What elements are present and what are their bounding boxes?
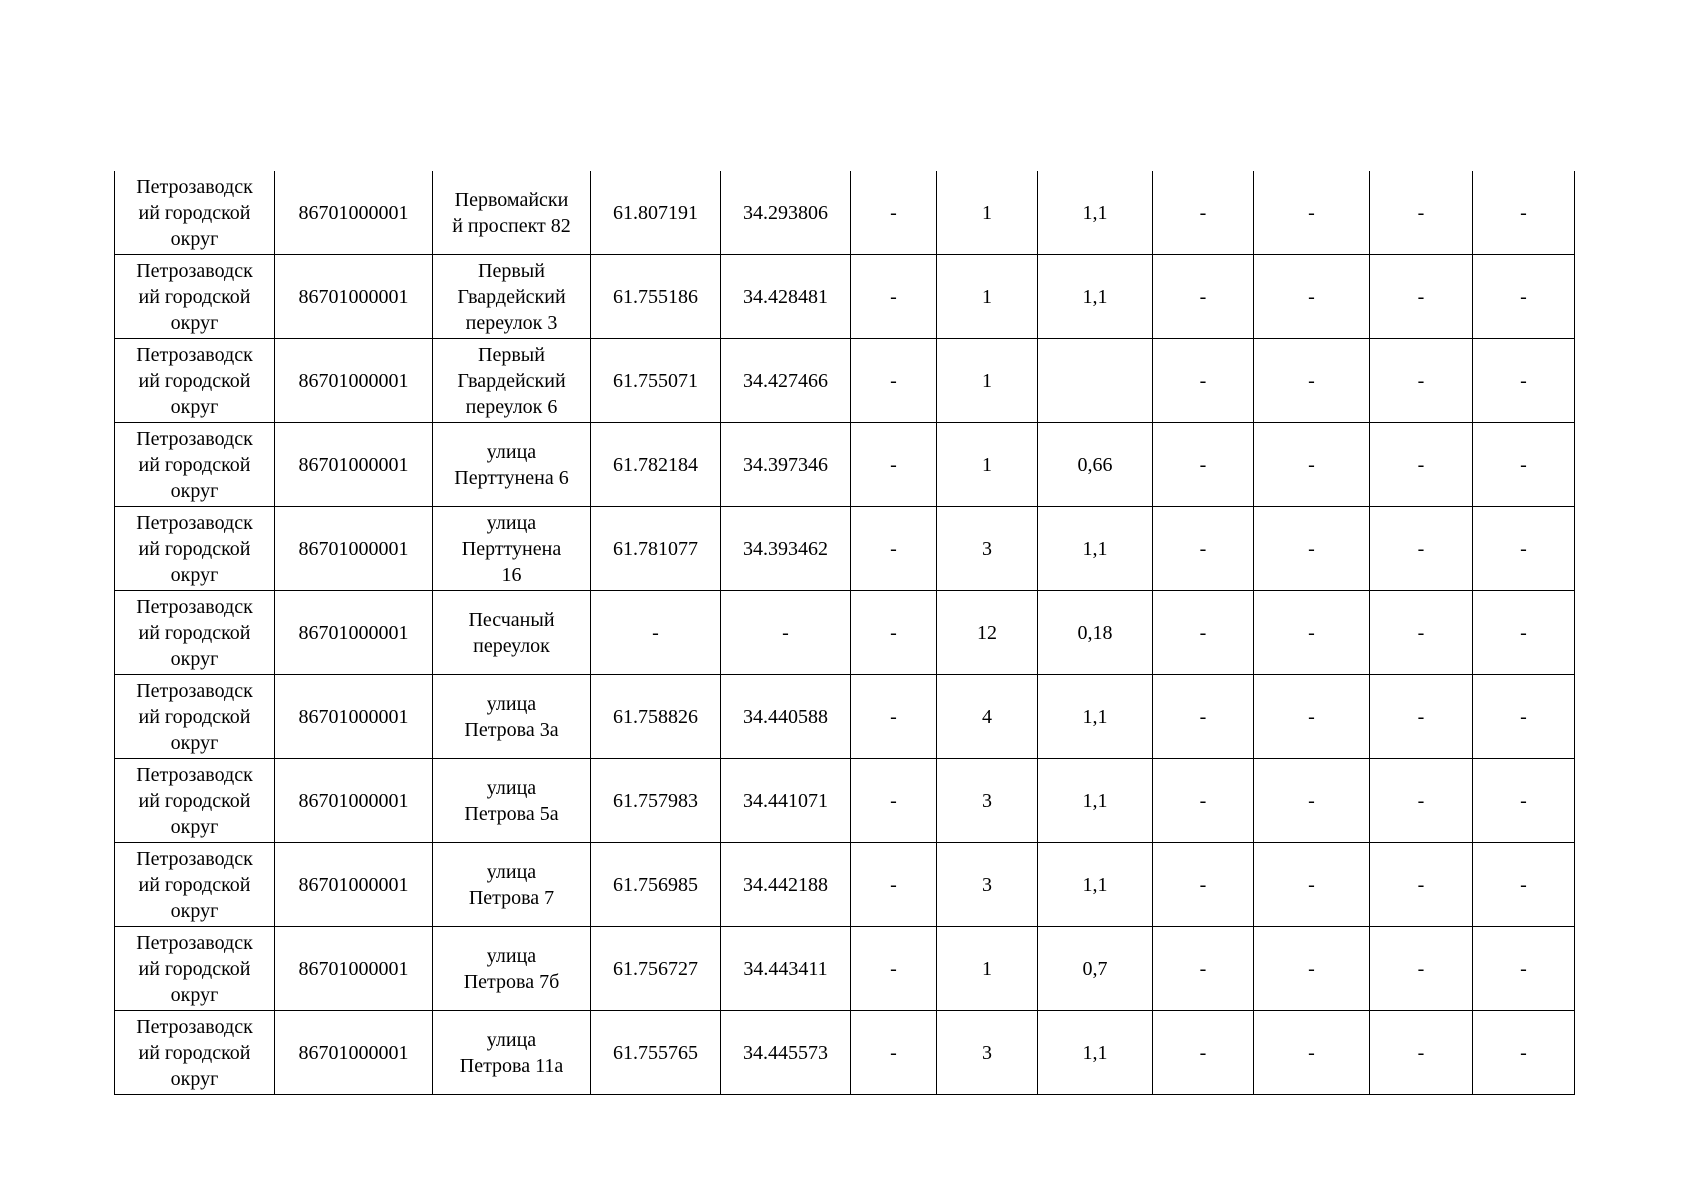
cell-address: [433, 927, 591, 1011]
cell-municipality-line: Петрозаводск: [136, 511, 253, 534]
cell-col11: -: [1370, 423, 1473, 507]
cell-col11: -: [1370, 675, 1473, 759]
table-row: [115, 339, 1575, 423]
cell-address-line: Перттунена: [461, 537, 562, 560]
cell-oktmo: 86701000001: [275, 171, 433, 255]
cell-col11: -: [1370, 591, 1473, 675]
cell-address-line: улица: [486, 860, 537, 883]
cell-col12: -: [1473, 843, 1575, 927]
cell-container-count: 3: [937, 759, 1038, 843]
cell-municipality-line: округ: [170, 647, 219, 670]
cell-longitude: 34.440588: [721, 675, 851, 759]
cell-col10: -: [1254, 507, 1370, 591]
cell-col9: -: [1153, 591, 1254, 675]
cell-address: [433, 591, 591, 675]
cell-address: [433, 423, 591, 507]
cell-latitude: 61.758826: [591, 675, 721, 759]
cell-address-line: улица: [486, 1028, 537, 1051]
cell-container-count: 4: [937, 675, 1038, 759]
cell-address-line: Петрова 11а: [459, 1054, 564, 1077]
cell-col9: -: [1153, 339, 1254, 423]
cell-container-volume: 1,1: [1038, 843, 1153, 927]
cell-latitude: 61.757983: [591, 759, 721, 843]
cell-col12: -: [1473, 507, 1575, 591]
cell-col11: -: [1370, 507, 1473, 591]
cell-col11: -: [1370, 255, 1473, 339]
cell-longitude: -: [721, 591, 851, 675]
cell-col6: -: [851, 675, 937, 759]
cell-container-volume: 0,66: [1038, 423, 1153, 507]
cell-municipality: [115, 171, 275, 255]
table-row: [115, 255, 1575, 339]
cell-col9: -: [1153, 171, 1254, 255]
cell-col6: -: [851, 591, 937, 675]
cell-latitude: 61.781077: [591, 507, 721, 591]
cell-latitude: 61.782184: [591, 423, 721, 507]
cell-container-count: 1: [937, 171, 1038, 255]
cell-municipality-line: округ: [170, 563, 219, 586]
cell-col10: -: [1254, 843, 1370, 927]
cell-oktmo: 86701000001: [275, 843, 433, 927]
cell-longitude: 34.397346: [721, 423, 851, 507]
cell-oktmo: 86701000001: [275, 759, 433, 843]
cell-address-line: переулок 6: [465, 395, 558, 418]
cell-col12: -: [1473, 339, 1575, 423]
cell-col10: -: [1254, 759, 1370, 843]
table-row: [115, 1011, 1575, 1095]
cell-address-line: Гвардейский: [457, 369, 566, 392]
cell-col10: -: [1254, 1011, 1370, 1095]
cell-municipality-line: ий городской: [138, 873, 251, 896]
cell-longitude: 34.427466: [721, 339, 851, 423]
cell-address-line: Петрова 5а: [464, 802, 559, 825]
cell-col10: -: [1254, 339, 1370, 423]
cell-longitude: 34.445573: [721, 1011, 851, 1095]
cell-address-line: Петрова 3а: [464, 718, 559, 741]
cell-municipality-line: Петрозаводск: [136, 763, 253, 786]
cell-municipality-line: округ: [170, 311, 219, 334]
cell-longitude: 34.443411: [721, 927, 851, 1011]
cell-municipality: [115, 423, 275, 507]
cell-municipality-line: ий городской: [138, 453, 251, 476]
cell-municipality-line: Петрозаводск: [136, 931, 253, 954]
cell-address-line: й проспект 82: [452, 214, 571, 237]
cell-oktmo: 86701000001: [275, 927, 433, 1011]
cell-col10: -: [1254, 171, 1370, 255]
cell-municipality-line: ий городской: [138, 201, 251, 224]
cell-container-count: 3: [937, 1011, 1038, 1095]
cell-municipality-line: Петрозаводск: [136, 1015, 253, 1038]
cell-col9: -: [1153, 675, 1254, 759]
cell-oktmo: 86701000001: [275, 339, 433, 423]
cell-address-line: улица: [486, 944, 537, 967]
cell-municipality-line: ий городской: [138, 957, 251, 980]
cell-longitude: 34.428481: [721, 255, 851, 339]
cell-address: [433, 759, 591, 843]
cell-address-line: улица: [486, 511, 537, 534]
cell-latitude: -: [591, 591, 721, 675]
cell-oktmo: 86701000001: [275, 423, 433, 507]
cell-municipality-line: Петрозаводск: [136, 259, 253, 282]
cell-container-volume: 1,1: [1038, 171, 1153, 255]
cell-latitude: 61.755186: [591, 255, 721, 339]
cell-municipality-line: ий городской: [138, 621, 251, 644]
cell-address: [433, 171, 591, 255]
cell-container-count: 3: [937, 843, 1038, 927]
cell-municipality-line: округ: [170, 227, 219, 250]
cell-address: [433, 339, 591, 423]
cell-col12: -: [1473, 1011, 1575, 1095]
table-row: [115, 759, 1575, 843]
cell-col6: -: [851, 171, 937, 255]
cell-col11: -: [1370, 759, 1473, 843]
cell-municipality-line: округ: [170, 815, 219, 838]
cell-oktmo: 86701000001: [275, 507, 433, 591]
cell-address-line: Петрова 7: [468, 886, 555, 909]
cell-col10: -: [1254, 255, 1370, 339]
cell-municipality-line: ий городской: [138, 369, 251, 392]
cell-address-line: Петрова 7б: [463, 970, 560, 993]
cell-address-line: Первый: [478, 259, 545, 282]
cell-col12: -: [1473, 675, 1575, 759]
cell-address: [433, 675, 591, 759]
cell-address-line: переулок: [473, 634, 550, 657]
cell-col9: -: [1153, 927, 1254, 1011]
cell-col6: -: [851, 339, 937, 423]
cell-oktmo: 86701000001: [275, 591, 433, 675]
cell-col12: -: [1473, 591, 1575, 675]
cell-oktmo: 86701000001: [275, 1011, 433, 1095]
cell-municipality-line: ий городской: [138, 789, 251, 812]
cell-municipality-line: округ: [170, 479, 219, 502]
cell-municipality-line: Петрозаводск: [136, 175, 253, 198]
cell-municipality: [115, 591, 275, 675]
cell-longitude: 34.393462: [721, 507, 851, 591]
cell-container-volume: 1,1: [1038, 1011, 1153, 1095]
cell-latitude: 61.755765: [591, 1011, 721, 1095]
cell-address: [433, 255, 591, 339]
cell-col9: -: [1153, 759, 1254, 843]
cell-longitude: 34.442188: [721, 843, 851, 927]
table-row: [115, 843, 1575, 927]
cell-municipality-line: округ: [170, 395, 219, 418]
cell-col10: -: [1254, 423, 1370, 507]
cell-latitude: 61.807191: [591, 171, 721, 255]
cell-address-line: Первый: [478, 343, 545, 366]
cell-col12: -: [1473, 759, 1575, 843]
cell-container-volume: 1,1: [1038, 675, 1153, 759]
cell-container-volume: 0,18: [1038, 591, 1153, 675]
cell-col12: -: [1473, 171, 1575, 255]
table-body: [115, 171, 1575, 1095]
cell-address-line: Первомайски: [454, 188, 569, 211]
cell-col6: -: [851, 927, 937, 1011]
cell-container-volume: 1,1: [1038, 507, 1153, 591]
cell-municipality-line: ий городской: [138, 1041, 251, 1064]
cell-col10: -: [1254, 927, 1370, 1011]
cell-municipality: [115, 843, 275, 927]
cell-col12: -: [1473, 927, 1575, 1011]
cell-municipality-line: Петрозаводск: [136, 679, 253, 702]
cell-municipality-line: округ: [170, 1067, 219, 1090]
cell-address-line: Песчаный: [468, 608, 555, 631]
cell-col9: -: [1153, 423, 1254, 507]
cell-municipality-line: округ: [170, 983, 219, 1006]
cell-col9: -: [1153, 843, 1254, 927]
cell-municipality: [115, 507, 275, 591]
cell-municipality-line: ий городской: [138, 705, 251, 728]
cell-address: [433, 843, 591, 927]
cell-col6: -: [851, 423, 937, 507]
cell-container-volume: 1,1: [1038, 255, 1153, 339]
cell-address-line: Гвардейский: [457, 285, 566, 308]
cell-container-volume: 0,7: [1038, 927, 1153, 1011]
cell-col9: -: [1153, 507, 1254, 591]
cell-municipality-line: округ: [170, 899, 219, 922]
cell-col6: -: [851, 255, 937, 339]
cell-address-line: переулок 3: [465, 311, 558, 334]
cell-address-line: улица: [486, 692, 537, 715]
cell-municipality-line: Петрозаводск: [136, 343, 253, 366]
cell-municipality: [115, 255, 275, 339]
cell-container-count: 1: [937, 423, 1038, 507]
cell-municipality: [115, 339, 275, 423]
cell-municipality-line: Петрозаводск: [136, 427, 253, 450]
cell-latitude: 61.755071: [591, 339, 721, 423]
cell-col10: -: [1254, 591, 1370, 675]
cell-col11: -: [1370, 171, 1473, 255]
table-row: [115, 507, 1575, 591]
cell-container-count: 12: [937, 591, 1038, 675]
cell-address-line: Перттунена 6: [454, 466, 569, 489]
cell-container-count: 1: [937, 927, 1038, 1011]
cell-col12: -: [1473, 255, 1575, 339]
cell-municipality: [115, 675, 275, 759]
cell-longitude: 34.293806: [721, 171, 851, 255]
cell-address-line: улица: [486, 440, 537, 463]
cell-municipality-line: ий городской: [138, 285, 251, 308]
cell-col11: -: [1370, 1011, 1473, 1095]
cell-col11: -: [1370, 843, 1473, 927]
cell-col9: -: [1153, 255, 1254, 339]
cell-container-count: 1: [937, 339, 1038, 423]
cell-col6: -: [851, 843, 937, 927]
cell-container-count: 1: [937, 255, 1038, 339]
cell-address: [433, 1011, 591, 1095]
cell-oktmo: 86701000001: [275, 255, 433, 339]
table-row: [115, 171, 1575, 255]
cell-col11: -: [1370, 339, 1473, 423]
cell-address-line: 16: [501, 563, 522, 586]
cell-col9: -: [1153, 1011, 1254, 1095]
data-table: [114, 171, 1575, 1095]
cell-col11: -: [1370, 927, 1473, 1011]
cell-municipality-line: Петрозаводск: [136, 847, 253, 870]
cell-municipality-line: Петрозаводск: [136, 595, 253, 618]
cell-municipality: [115, 1011, 275, 1095]
cell-col6: -: [851, 507, 937, 591]
table-row: [115, 675, 1575, 759]
cell-address: [433, 507, 591, 591]
cell-municipality-line: ий городской: [138, 537, 251, 560]
cell-oktmo: 86701000001: [275, 675, 433, 759]
cell-municipality: [115, 927, 275, 1011]
cell-container-volume: [1038, 339, 1153, 423]
cell-col12: -: [1473, 423, 1575, 507]
cell-latitude: 61.756727: [591, 927, 721, 1011]
cell-col6: -: [851, 759, 937, 843]
cell-municipality: [115, 759, 275, 843]
table-row: [115, 927, 1575, 1011]
cell-address-line: улица: [486, 776, 537, 799]
table-row: [115, 423, 1575, 507]
cell-latitude: 61.756985: [591, 843, 721, 927]
cell-col10: -: [1254, 675, 1370, 759]
table-row: [115, 591, 1575, 675]
cell-longitude: 34.441071: [721, 759, 851, 843]
cell-container-count: 3: [937, 507, 1038, 591]
cell-container-volume: 1,1: [1038, 759, 1153, 843]
cell-col6: -: [851, 1011, 937, 1095]
cell-municipality-line: округ: [170, 731, 219, 754]
